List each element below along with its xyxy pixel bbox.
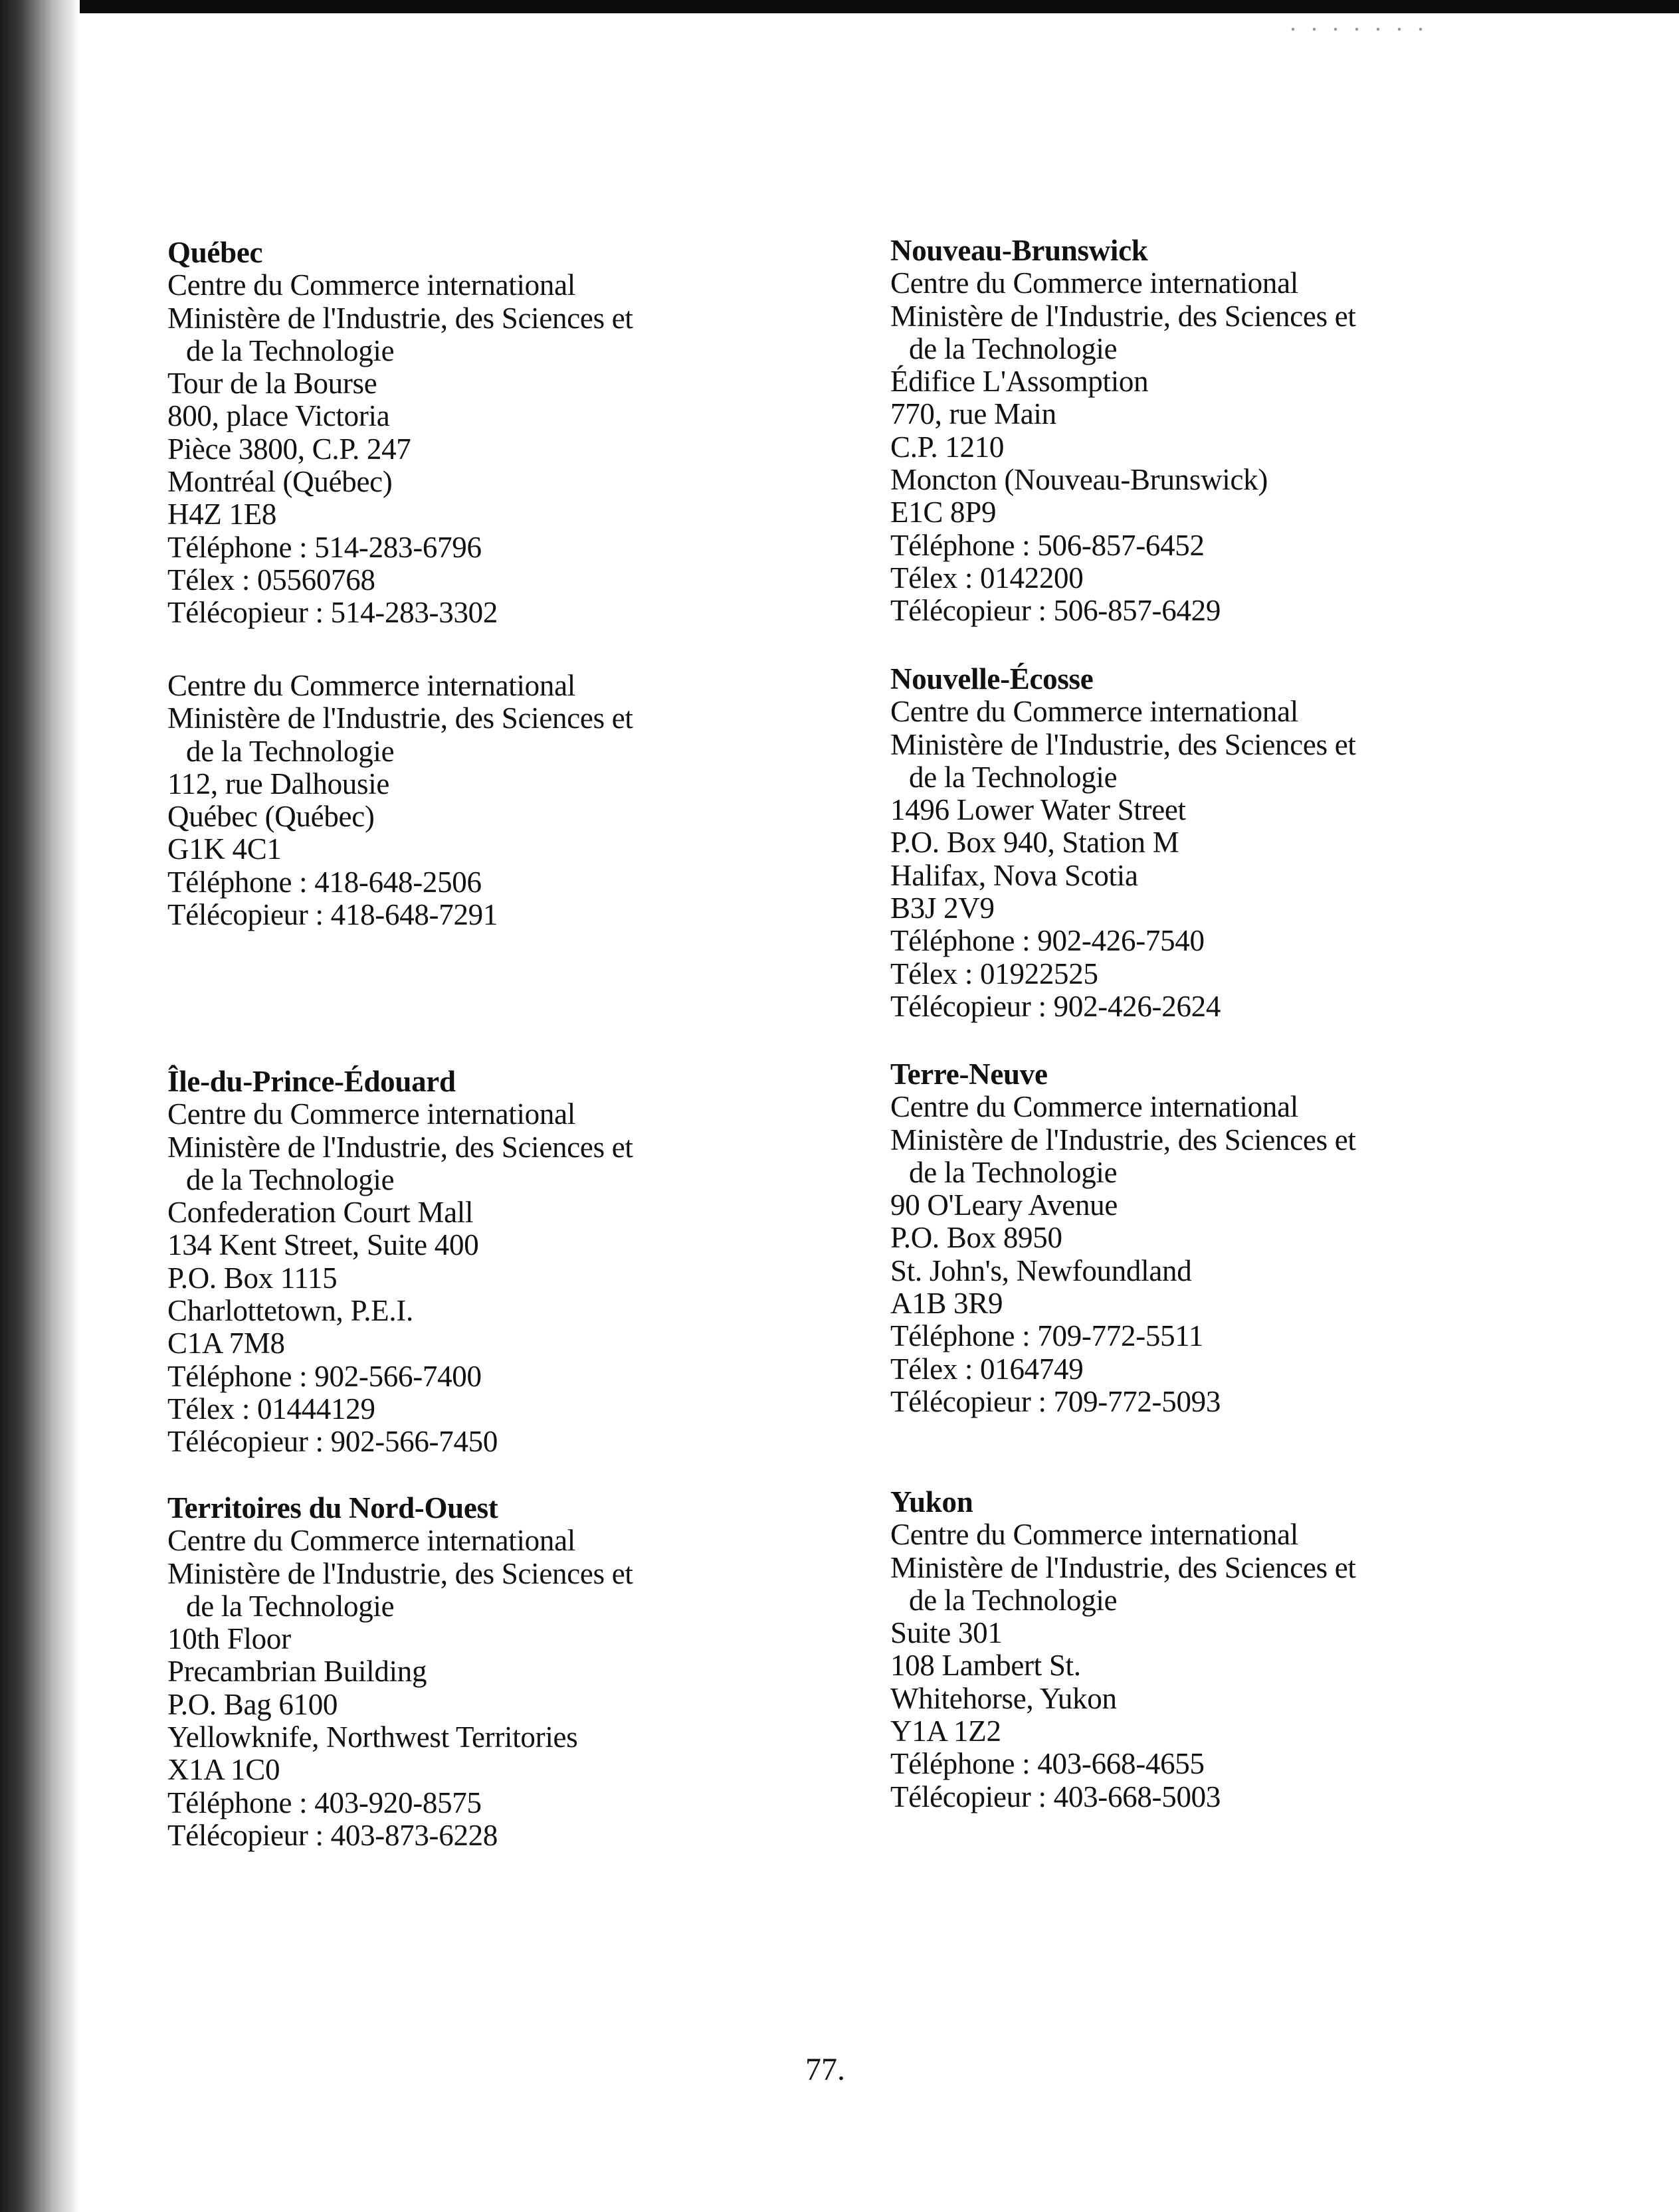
office-entry-pei bbox=[167, 1065, 832, 1459]
address-line: de la Technologie bbox=[186, 734, 395, 768]
address-line: 134 Kent Street, Suite 400 bbox=[167, 1228, 479, 1262]
address-line: X1A 1C0 bbox=[167, 1753, 280, 1787]
address-line: Moncton (Nouveau-Brunswick) bbox=[890, 463, 1268, 497]
address-line: de la Technologie bbox=[186, 1162, 395, 1196]
scan-speckles bbox=[1282, 25, 1435, 33]
address-line: Téléphone : 403-920-8575 bbox=[167, 1786, 482, 1819]
address-line: Montréal (Québec) bbox=[167, 465, 393, 499]
section-heading: Québec bbox=[167, 236, 263, 269]
address-line: Télex : 01922525 bbox=[890, 957, 1098, 990]
address-line: Yellowknife, Northwest Territories bbox=[167, 1720, 578, 1754]
office-entry-nova-scotia bbox=[890, 663, 1555, 1023]
address-line: A1B 3R9 bbox=[890, 1287, 1003, 1321]
section-heading: Terre-Neuve bbox=[890, 1058, 1048, 1091]
address-line: Ministère de l'Industrie, des Sciences et bbox=[890, 1123, 1356, 1156]
address-line: Charlottetown, P.E.I. bbox=[167, 1294, 413, 1328]
address-line: Québec (Québec) bbox=[167, 800, 375, 834]
address-line: de la Technologie bbox=[909, 1155, 1118, 1189]
address-line: Centre du Commerce international bbox=[167, 1097, 575, 1131]
address-line: 108 Lambert St. bbox=[890, 1649, 1081, 1683]
address-line: Ministère de l'Industrie, des Sciences et bbox=[167, 301, 633, 335]
address-line: Centre du Commerce international bbox=[890, 1518, 1298, 1552]
address-line: Ministère de l'Industrie, des Sciences et bbox=[890, 1550, 1356, 1584]
address-line: Télécopieur : 902-426-2624 bbox=[890, 989, 1221, 1023]
address-line: de la Technologie bbox=[186, 333, 395, 367]
address-line: Téléphone : 709-772-5511 bbox=[890, 1319, 1204, 1353]
address-line: Pièce 3800, C.P. 247 bbox=[167, 432, 411, 466]
address-line: St. John's, Newfoundland bbox=[890, 1253, 1192, 1287]
address-line: Téléphone : 506-857-6452 bbox=[890, 528, 1205, 562]
address-line: P.O. Box 1115 bbox=[167, 1261, 338, 1295]
address-line: Télécopieur : 418-648-7291 bbox=[167, 898, 498, 932]
address-line: Télex : 0164749 bbox=[890, 1352, 1084, 1386]
address-line: Édifice L'Assomption bbox=[890, 365, 1149, 399]
address-line: Télécopieur : 403-873-6228 bbox=[167, 1818, 498, 1852]
office-entry-newfoundland bbox=[890, 1058, 1555, 1418]
address-line: Télécopieur : 403-668-5003 bbox=[890, 1780, 1221, 1813]
address-line: de la Technologie bbox=[909, 760, 1118, 794]
address-line: G1K 4C1 bbox=[167, 832, 282, 866]
address-line: Centre du Commerce international bbox=[890, 1090, 1298, 1124]
section-heading: Nouveau-Brunswick bbox=[890, 234, 1148, 267]
address-line: Télécopieur : 506-857-6429 bbox=[890, 594, 1221, 628]
address-line: Téléphone : 403-668-4655 bbox=[890, 1747, 1205, 1781]
address-line: P.O. Box 940, Station M bbox=[890, 826, 1179, 860]
address-line: Télex : 01444129 bbox=[167, 1392, 375, 1426]
address-line: B3J 2V9 bbox=[890, 891, 995, 925]
address-line: Ministère de l'Industrie, des Sciences et bbox=[167, 1556, 633, 1590]
address-line: 770, rue Main bbox=[890, 397, 1056, 431]
section-heading: Yukon bbox=[890, 1485, 973, 1519]
address-line: H4Z 1E8 bbox=[167, 498, 277, 531]
address-line: 112, rue Dalhousie bbox=[167, 767, 390, 800]
address-line: Téléphone : 418-648-2506 bbox=[167, 865, 482, 899]
office-entry-nwt bbox=[167, 1492, 832, 1852]
address-line: 1496 Lower Water Street bbox=[890, 793, 1186, 827]
address-line: Whitehorse, Yukon bbox=[890, 1681, 1117, 1715]
section-heading: Nouvelle-Écosse bbox=[890, 662, 1094, 695]
address-line: Ministère de l'Industrie, des Sciences et bbox=[890, 299, 1356, 333]
address-line: Confederation Court Mall bbox=[167, 1196, 474, 1230]
office-entry-new-brunswick bbox=[890, 234, 1555, 628]
section-heading: Territoires du Nord-Ouest bbox=[167, 1491, 498, 1524]
address-line: Centre du Commerce international bbox=[167, 669, 575, 702]
office-entry-quebec-montreal bbox=[167, 236, 832, 630]
address-line: Téléphone : 902-566-7400 bbox=[167, 1359, 482, 1393]
address-line: 90 O'Leary Avenue bbox=[890, 1188, 1118, 1222]
address-line: Télécopieur : 709-772-5093 bbox=[890, 1384, 1221, 1418]
scan-binding-shadow bbox=[0, 0, 80, 2212]
address-line: Centre du Commerce international bbox=[890, 266, 1298, 300]
address-line: Y1A 1Z2 bbox=[890, 1714, 1001, 1748]
address-line: Téléphone : 902-426-7540 bbox=[890, 924, 1205, 958]
address-line: Halifax, Nova Scotia bbox=[890, 858, 1138, 892]
address-line: P.O. Box 8950 bbox=[890, 1221, 1062, 1255]
address-line: Télécopieur : 902-566-7450 bbox=[167, 1425, 498, 1459]
page-number: 77. bbox=[805, 2052, 845, 2087]
address-line: Téléphone : 514-283-6796 bbox=[167, 530, 482, 564]
address-line: Tour de la Bourse bbox=[167, 367, 377, 401]
office-entry-yukon bbox=[890, 1486, 1555, 1813]
address-line: de la Technologie bbox=[909, 1583, 1118, 1617]
address-line: Centre du Commerce international bbox=[167, 1524, 575, 1558]
address-line: Télex : 05560768 bbox=[167, 563, 375, 597]
address-line: Télécopieur : 514-283-3302 bbox=[167, 596, 498, 630]
address-line: Ministère de l'Industrie, des Sciences et bbox=[167, 1130, 633, 1164]
address-line: Ministère de l'Industrie, des Sciences et bbox=[890, 727, 1356, 761]
address-line: Suite 301 bbox=[890, 1616, 1003, 1650]
scan-top-edge bbox=[0, 0, 1679, 13]
address-line: de la Technologie bbox=[909, 331, 1118, 365]
office-entry-quebec-city bbox=[167, 670, 832, 931]
address-line: Ministère de l'Industrie, des Sciences et bbox=[167, 701, 633, 735]
address-line: de la Technologie bbox=[186, 1589, 395, 1623]
address-line: P.O. Bag 6100 bbox=[167, 1687, 338, 1721]
address-line: Centre du Commerce international bbox=[167, 268, 575, 302]
address-line: 800, place Victoria bbox=[167, 399, 390, 433]
address-line: C1A 7M8 bbox=[167, 1327, 285, 1360]
address-line: 10th Floor bbox=[167, 1622, 291, 1656]
address-line: E1C 8P9 bbox=[890, 496, 997, 529]
address-line: Télex : 0142200 bbox=[890, 561, 1084, 595]
address-line: C.P. 1210 bbox=[890, 430, 1005, 464]
section-heading: Île-du-Prince-Édouard bbox=[167, 1065, 456, 1098]
address-line: Precambrian Building bbox=[167, 1655, 427, 1689]
address-line: Centre du Commerce international bbox=[890, 695, 1298, 729]
